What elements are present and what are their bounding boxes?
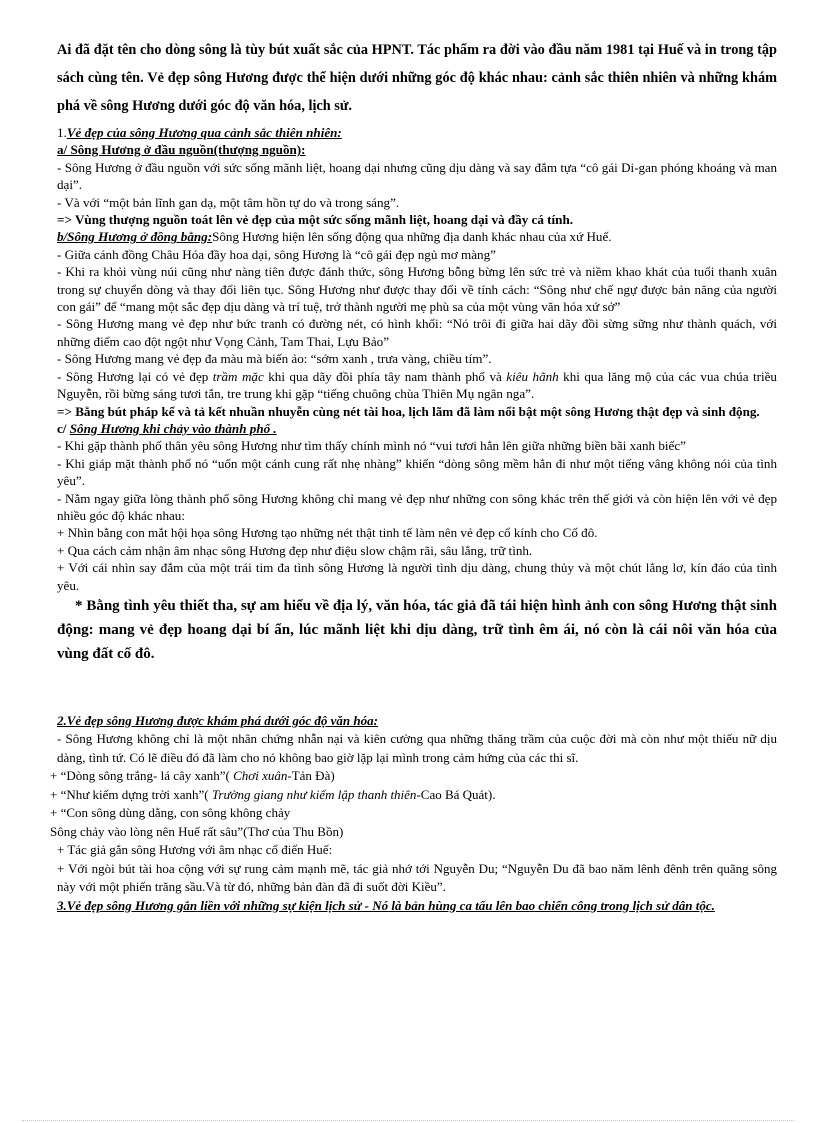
quote-3-line-2: Sông chảy vào lòng nên Huế rất sâu”(Thơ của Thu Bồn) — [50, 823, 344, 839]
quote-1 — [50, 767, 777, 786]
intro-paragraph: Ai đã đặt tên cho dòng sông là tùy bút xuất sắc của HPNT. Tác phẩm ra đời vào đầu năm 1981 tại Huế và in trong tập sách cùng tên. Vẻ đẹp sông Hương được thể hiện dưới những góc độ khác nhau: cảnh sắc thiên nhiên và những khám phá về sông Hương dưới góc độ văn hóa, lịch sử. — [57, 42, 777, 114]
subsection-a-point-1: - Sông Hương ở đầu nguồn với sức sống mãnh liệt, hoang dại nhưng cũng dịu dàng và say đắm tựa “cô gái Di-gan phóng khoáng và man dại”. — [57, 159, 777, 193]
subsection-c-point-1: - Khi gặp thành phố thân yêu sông Hương như tìm thấy chính mình nó “vui tươi hẳn lên giữa những biền bãi xanh biếc” — [57, 438, 686, 454]
subsection-c-point-4: + Nhìn bằng con mắt hội họa sông Hương tạo những nét thật tinh tế làm nên vẻ đẹp cổ kính cho Cố đô. — [57, 525, 598, 541]
subsection-c-point-3: - Nằm ngay giữa lòng thành phố sông Hương không chỉ mang vẻ đẹp như những con sông khác trên thế giới và còn hiện lên với vẻ đẹp nhiều góc độ khác nhau: — [57, 490, 777, 523]
subsection-b-title: b/Sông Hương ở đồng bằng: — [57, 229, 213, 245]
section-2-paragraph: - Sông Hương không chỉ là một nhân chứng nhẫn nại và kiên cường qua những thăng trầm của cuộc đời mà còn như một thiếu nữ dịu dàng, tình tứ. Có lẽ điều đó đã làm cho nó không bao giờ lặp lại mình trong cảm hứng của các thi sĩ. — [57, 731, 777, 765]
section-1-number: 1. — [57, 125, 67, 140]
spacer — [57, 666, 777, 712]
section-2-title: 2.Vẻ đẹp sông Hương được khám phá dưới góc độ văn hóa: — [57, 712, 378, 728]
subsection-b-point-4: - Sông Hương mang vẻ đẹp đa màu mà biến ảo: “sớm xanh , trưa vàng, chiều tím”. — [57, 351, 492, 367]
subsection-b-conclusion: => Bằng bút pháp kể và tả kết nhuần nhuyễn cùng nét tài hoa, lịch lãm đã làm nổi bật một sông Hương thật đẹp và sinh động. — [57, 403, 760, 419]
subsection-c-point-2: - Khi giáp mặt thành phố nó “uốn một cánh cung rất nhẹ nhàng” khiến “dòng sông mềm hẳn đi như một tiếng vâng không nói của tình yêu”. — [57, 455, 777, 489]
subsection-b-point-1: - Giữa cánh đồng Châu Hóa đầy hoa dại, sông Hương là “cô gái đẹp ngủ mơ màng” — [57, 246, 496, 262]
quote-2-work: Trường giang như kiếm lập thanh thiên — [211, 786, 417, 802]
b5-italic-2: kiêu hãnh — [506, 368, 559, 384]
section-1-heading — [57, 124, 777, 141]
subsection-c-title: Sông Hương khi chảy vào thành phố . — [69, 420, 277, 436]
subsection-b-point-3: - Sông Hương mang vẻ đẹp như bức tranh có đường nét, có hình khối: “Nó trôi đi giữa hai dãy đồi sừng sững như thành quách, với những điểm cao đột ngột như Vọng Cảnh, Tam Thai, Lựu Bảo” — [57, 316, 777, 349]
document-page — [50, 36, 777, 915]
quote-1-author: -Tản Đà) — [287, 768, 335, 784]
subsection-a-title: a/ Sông Hương ở đầu nguồn(thượng nguồn): — [57, 142, 306, 158]
subsection-b-point-2: - Khi ra khỏi vùng núi cũng như nàng tiên được đánh thức, sông Hương bỗng bừng lên sức trẻ và niềm khao khát của tuổi thanh xuân trong sự chuyển dòng và thay đổi liên tục. Sông Hương như được thay đổi về tính cách: “Sông như chế ngự được bản năng của người con gái” để “mang một sắc đẹp dịu dàng và trí tuệ, trở thành người mẹ phù sa của một vùng văn hóa xứ sở” — [57, 264, 777, 315]
summary-paragraph: * Bằng tình yêu thiết tha, sự am hiểu về địa lý, văn hóa, tác giả đã tái hiện hình ảnh con sông Hương thật sinh động: mang vẻ đẹp hoang dại bí ẩn, lúc mãnh liệt khi dịu dàng, trữ tình êm ái, nó còn là cái nôi văn hóa của vùng đất cố đô. — [57, 597, 777, 662]
subsection-c-point-6: + Với cái nhìn say đắm của một trái tim đa tình sông Hương là người tình dịu dàng, chung thủy và một chút lẳng lơ, kín đáo của tình yêu. — [57, 560, 777, 593]
subsection-b-point-5 — [57, 368, 777, 403]
quote-2-text: + “Như kiếm dựng trời xanh”( — [50, 786, 212, 802]
subsection-a-point-2: - Và với “một bản lĩnh gan dạ, một tâm hồn tự do và trong sáng”. — [57, 194, 400, 210]
subsection-c-prefix: c/ — [57, 420, 70, 436]
quote-1-work: Chơi xuân — [233, 768, 288, 784]
quote-2-author: -Cao Bá Quát). — [416, 786, 496, 802]
subsection-b-intro: Sông Hương hiện lên sống động qua những địa danh khác nhau của xứ Huế. — [212, 229, 612, 245]
section-3-title: 3.Vẻ đẹp sông Hương gắn liền với những sự kiện lịch sử - Nó là bản hùng ca tấu lên bao chiến công trong lịch sử dân tộc. — [57, 897, 715, 913]
section-1-title: Vẻ đẹp của sông Hương qua cảnh sắc thiên nhiên: — [66, 125, 342, 140]
quote-1-text: + “Dòng sông trắng- lá cây xanh”( — [50, 768, 234, 784]
subsection-b-heading — [57, 228, 777, 245]
b5-italic-1: trầm mặc — [212, 368, 264, 384]
subsection-a-conclusion: => Vùng thượng nguồn toát lên vẻ đẹp của một sức sống mãnh liệt, hoang dại và đầy cá tính. — [57, 212, 574, 228]
subsection-c-point-5: + Qua cách cảm nhận âm nhạc sông Hương đẹp như điệu slow chậm rãi, sâu lắng, trữ tình. — [57, 542, 533, 558]
subsection-c-heading — [57, 420, 777, 437]
page-bottom-divider — [22, 1120, 794, 1121]
b5-text-1: - Sông Hương lại có vẻ đẹp — [57, 368, 213, 384]
b5-text-3: khi qua lăng mộ của các vua chúa triều Nguyễn, rồi bừng sáng tươi tắn, tre trung khi gặp “tiếng chuông chùa Thiên Mụ ngân nga”. — [57, 368, 777, 402]
quote-2 — [50, 786, 777, 805]
section-2-point-music: + Tác giả gắn sông Hương với âm nhạc cổ điển Huế: — [57, 842, 333, 858]
section-2-point-nguyen-du: + Với ngòi bút tài hoa cộng với sự rung cảm mạnh mẽ, tác giả nhớ tới Nguyễn Du; “Nguyễn Du đã bao năm lênh đênh trên quãng sông này với một phiến trăng sầu.Và từ đó, những bản đàn đã đi suốt đời Kiều”. — [57, 860, 777, 895]
quote-3-line-1: + “Con sông dùng dằng, con sông không chảy — [50, 805, 291, 821]
b5-text-2: khi qua dãy đồi phía tây nam thành phố và — [263, 368, 507, 384]
